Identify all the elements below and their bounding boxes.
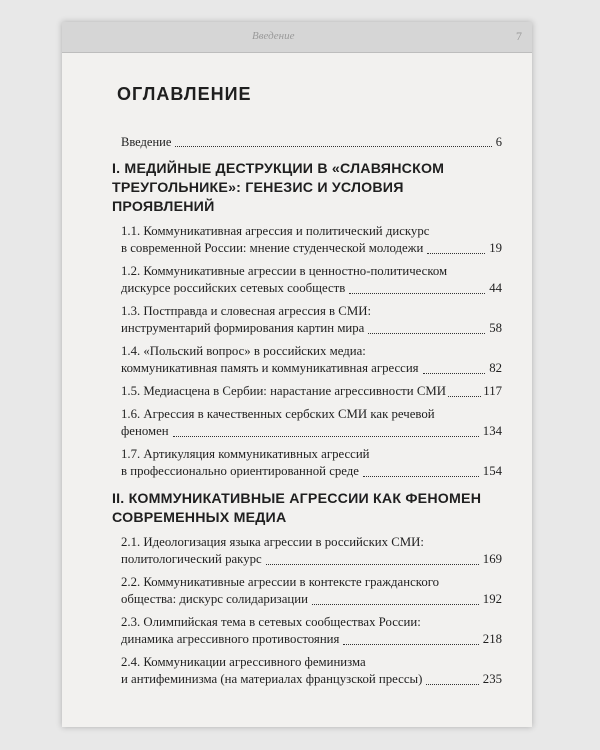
dot-leader [173, 436, 479, 437]
toc-entry-line: в профессионально ориентированной среде [121, 464, 359, 478]
toc-entry-line: динамика агрессивного противостояния [121, 632, 340, 646]
toc-entry-line: 1.6. Агрессия в качественных сербских СМИ как речевой [121, 407, 435, 421]
toc-entry-1-7[interactable] [121, 446, 502, 480]
toc-entry-page: 82 [489, 361, 502, 375]
toc-entry-line: 1.1. Коммуникативная агрессия и политический дискурс [121, 224, 430, 238]
part-heading-2[interactable] [112, 490, 502, 528]
running-header-page-number: 7 [516, 29, 522, 43]
dot-leader [423, 373, 486, 374]
dot-leader [448, 396, 481, 397]
toc-entry-1-6[interactable] [121, 406, 502, 440]
dot-leader [368, 333, 485, 334]
toc-entry-page: 235 [482, 672, 502, 686]
toc-entry-1-3[interactable] [121, 303, 502, 337]
page-header [62, 22, 532, 53]
toc-entry-2-2[interactable] [121, 574, 502, 608]
dot-leader [312, 604, 479, 605]
toc-entry-page: 218 [482, 632, 502, 646]
toc-entry-line: в современной России: мнение студенческой молодежи [121, 241, 424, 255]
bleed-through-text [332, 77, 532, 94]
toc-entry-line: 2.3. Олимпийская тема в сетевых сообществах России: [121, 615, 421, 629]
toc-entry-1-1[interactable] [121, 223, 502, 257]
toc-entry-page: 6 [495, 135, 502, 149]
toc-entry-intro[interactable] [121, 134, 502, 150]
dot-leader [427, 253, 485, 254]
toc-entry-line: 2.1. Идеологизация языка агрессии в российских СМИ: [121, 535, 424, 549]
dot-leader [426, 684, 478, 685]
part-heading-line: ТРЕУГОЛЬНИКЕ»: ГЕНЕЗИС И УСЛОВИЯ ПРОЯВЛЕНИЙ [112, 180, 404, 215]
dot-leader [175, 146, 491, 147]
toc-entry-line: феномен [121, 424, 169, 438]
toc-entry-line: 1.5. Медиасцена в Сербии: нарастание агрессивности СМИ [121, 384, 446, 398]
toc-entry-line: 2.2. Коммуникативные агрессии в контексте гражданского [121, 575, 440, 589]
toc-entry-line: инструментарий формирования картин мира [121, 321, 365, 335]
toc-entry-line: 1.3. Постправда и словесная агрессия в СМИ: [121, 304, 372, 318]
part-heading-1[interactable] [112, 160, 502, 217]
toc-entry-2-1[interactable] [121, 534, 502, 568]
toc-entry-1-5[interactable] [121, 383, 502, 400]
dot-leader [343, 644, 478, 645]
toc-entry-page: 58 [489, 321, 502, 335]
toc-title: ОГЛАВЛЕНИЕ [117, 84, 252, 104]
toc-entry-page: 192 [482, 592, 502, 606]
toc-entry-line: 1.2. Коммуникативные агрессии в ценностно-политическом [121, 264, 448, 278]
toc-entry-page: 169 [482, 552, 502, 566]
dot-leader [363, 476, 479, 477]
toc-entry-line: 1.4. «Польский вопрос» в российских медиа: [121, 344, 366, 358]
toc-entry-line: общества: дискурс солидаризации [121, 592, 308, 606]
toc-entry-line: 1.7. Артикуляция коммуникативных агрессий [121, 447, 370, 461]
dot-leader [349, 293, 485, 294]
toc-entry-page: 44 [489, 281, 502, 295]
toc-entry-2-3[interactable] [121, 614, 502, 648]
toc-entry-1-2[interactable] [121, 263, 502, 297]
part-heading-line: СОВРЕМЕННЫХ МЕДИА [112, 510, 287, 526]
toc-entry-page: 19 [489, 241, 502, 255]
toc-entry-2-4[interactable] [121, 654, 502, 688]
part-heading-line: II. КОММУНИКАТИВНЫЕ АГРЕССИИ КАК ФЕНОМЕН [112, 491, 482, 507]
toc-entry-line: 2.4. Коммуникации агрессивного феминизма [121, 655, 366, 669]
part-heading-line: I. МЕДИЙНЫЕ ДЕСТРУКЦИИ В «СЛАВЯНСКОМ [112, 161, 445, 177]
toc-entry-line: и антифеминизма (на материалах французской прессы) [121, 672, 423, 686]
toc-entry-line: политологический ракурс [121, 552, 262, 566]
toc-entry-label: Введение [121, 135, 172, 149]
dot-leader [266, 564, 479, 565]
book-page [62, 22, 532, 727]
toc-entry-1-4[interactable] [121, 343, 502, 377]
table-of-contents [112, 134, 502, 688]
running-header-title: Введение [252, 30, 295, 42]
toc-entry-line: коммуникативная память и коммуникативная агрессия [121, 361, 419, 375]
toc-entry-page: 154 [482, 464, 502, 478]
toc-entry-page: 134 [482, 424, 502, 438]
toc-entry-line: дискурсе российских сетевых сообществ [121, 281, 346, 295]
toc-entry-page: 117 [483, 384, 502, 398]
